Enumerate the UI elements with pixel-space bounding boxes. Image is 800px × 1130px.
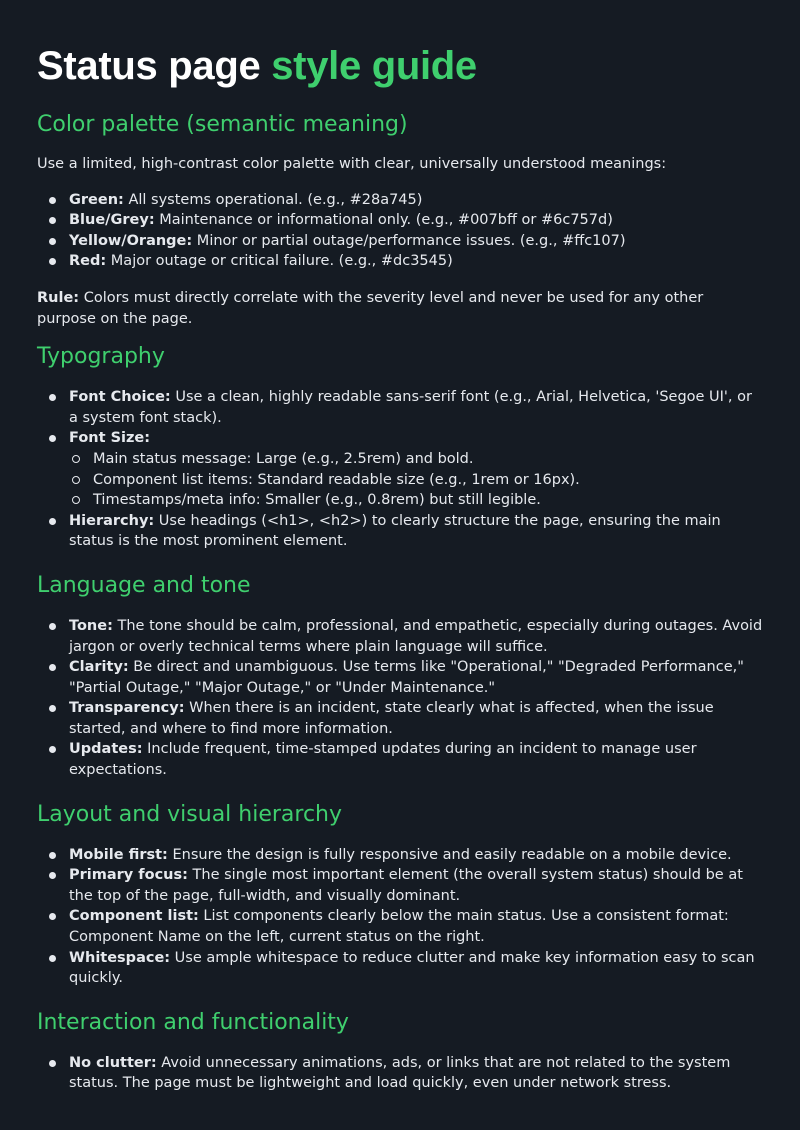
- list-item: [37, 948, 763, 989]
- item-text: All systems operational. (e.g., #28a745): [123, 191, 423, 208]
- item-text: When there is an incident, state clearly what is affected, when the issue started, and where to find more information.: [69, 700, 714, 737]
- item-text: Maintenance or informational only. (e.g., #007bff or #6c757d): [154, 212, 613, 229]
- list-item: [37, 657, 763, 698]
- list-item: [37, 698, 763, 739]
- item-label: Tone:: [69, 617, 113, 634]
- list-item: [37, 387, 763, 428]
- page-title: [37, 0, 763, 90]
- item-text: Minor or partial outage/performance issues. (e.g., #ffc107): [192, 232, 626, 249]
- title-accent: style guide: [271, 44, 477, 88]
- item-label: No clutter:: [69, 1054, 157, 1071]
- item-text: Major outage or critical failure. (e.g., #dc3545): [106, 253, 453, 270]
- list-item: [37, 906, 763, 947]
- item-label: Clarity:: [69, 659, 129, 676]
- list-item: [37, 845, 763, 866]
- section-heading-language: Language and tone: [37, 572, 251, 598]
- item-text: The single most important element (the overall system status) should be at the top of the page, full-width, and visually dominant.: [69, 867, 743, 904]
- list-item: [37, 231, 763, 252]
- rule-label: Rule:: [37, 289, 80, 306]
- palette-intro: Use a limited, high-contrast color palette with clear, universally understood meanings:: [37, 156, 667, 172]
- item-text: Include frequent, time-stamped updates during an incident to manage user expectations.: [69, 741, 697, 779]
- item-text: Use a clean, highly readable sans-serif font (e.g., Arial, Helvetica, 'Segoe UI', or a system font stack).: [69, 389, 752, 426]
- item-text: Ensure the design is fully responsive and easily readable on a mobile device.: [167, 846, 732, 863]
- interaction-list: [37, 1053, 763, 1094]
- list-item: [37, 210, 763, 231]
- item-label: Font Size:: [69, 430, 151, 447]
- list-item: [37, 739, 763, 780]
- item-label: Yellow/Orange:: [69, 232, 193, 249]
- item-label: Hierarchy:: [69, 512, 155, 529]
- language-list: [37, 616, 763, 781]
- item-label: Font Choice:: [69, 389, 171, 406]
- item-text: Use ample whitespace to reduce clutter and make key information easy to scan quickly.: [69, 949, 755, 987]
- list-item: [37, 616, 763, 657]
- rule-text: Colors must directly correlate with the severity level and never be used for any other purpose on the page.: [37, 289, 704, 327]
- item-label: Green:: [69, 191, 124, 208]
- item-label: Whitespace:: [69, 949, 171, 966]
- palette-list: [37, 190, 763, 272]
- item-text: Use headings (<h1>, <h2>) to clearly structure the page, ensuring the main status is the most prominent element.: [69, 512, 721, 550]
- item-label: Red:: [69, 253, 107, 270]
- sub-list-item: Main status message: Large (e.g., 2.5rem) and bold.: [69, 449, 763, 470]
- item-text: The tone should be calm, professional, and empathetic, especially during outages. Avoid jargon or overly technical terms where plain language will suffice.: [69, 617, 763, 655]
- item-text: Be direct and unambiguous. Use terms like "Operational," "Degraded Performance," "Partial Outage," "Major Outage," or "Under Maintenance.": [69, 659, 744, 696]
- section-heading-palette: Color palette (semantic meaning): [37, 112, 408, 137]
- list-item: [37, 865, 763, 906]
- item-label: Blue/Grey:: [69, 212, 155, 229]
- item-text: List components clearly below the main status. Use a consistent format: Component Name on the left, current status on the right.: [69, 908, 729, 946]
- font-size-sublist: [69, 449, 763, 511]
- section-heading-interaction: Interaction and functionality: [37, 1009, 349, 1035]
- list-item: [37, 1053, 763, 1094]
- typography-list: [37, 387, 763, 552]
- section-heading-layout: Layout and visual hierarchy: [37, 801, 343, 827]
- sub-list-item: Component list items: Standard readable size (e.g., 1rem or 16px).: [69, 470, 763, 491]
- item-text: Avoid unnecessary animations, ads, or links that are not related to the system status. The page must be lightweight and load quickly, even under network stress.: [69, 1054, 731, 1092]
- item-label: Primary focus:: [69, 867, 188, 884]
- section-heading-typography: Typography: [37, 344, 165, 370]
- item-label: Mobile first:: [69, 846, 168, 863]
- list-item: [37, 190, 763, 211]
- list-item: [37, 511, 763, 552]
- title-main: Status page: [37, 44, 272, 88]
- sub-list-item: Timestamps/meta info: Smaller (e.g., 0.8rem) but still legible.: [69, 490, 763, 511]
- item-label: Updates:: [69, 741, 143, 758]
- item-label: Transparency:: [69, 700, 185, 717]
- item-label: Component list:: [69, 908, 199, 925]
- palette-rule: [37, 288, 763, 329]
- layout-list: [37, 845, 763, 989]
- list-item: [37, 428, 763, 510]
- list-item: [37, 251, 763, 272]
